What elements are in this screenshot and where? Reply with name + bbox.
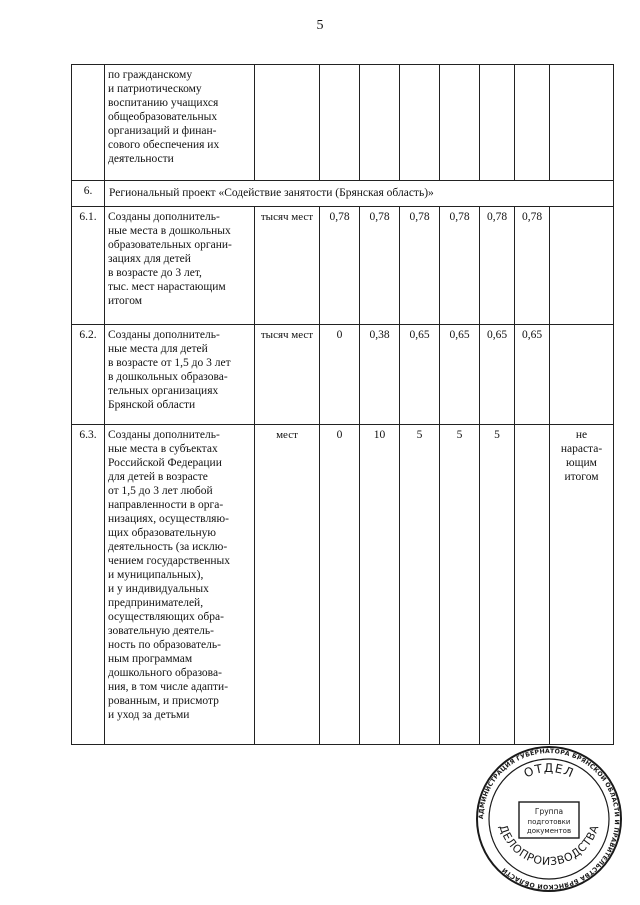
row-number bbox=[72, 65, 105, 181]
value-cell: 5 bbox=[440, 425, 480, 745]
indicator-name: по гражданскому и патриотическому воспитанию учащихся общеобразовательных организаций и финан- сового обеспечения их деятельности bbox=[105, 65, 255, 181]
value-cell: 10 bbox=[360, 425, 400, 745]
value-cell bbox=[360, 65, 400, 181]
stamp-top-text: ОТДЕЛ bbox=[521, 760, 577, 781]
value-cell: 0 bbox=[320, 325, 360, 425]
value-cell: 0,65 bbox=[400, 325, 440, 425]
stamp-bottom-text: ДЕЛОПРОИЗВОДСТВА bbox=[496, 823, 602, 869]
table-row bbox=[72, 425, 614, 745]
value-cell: 0,65 bbox=[480, 325, 515, 425]
value-cell: 0,78 bbox=[360, 207, 400, 325]
unit-cell: мест bbox=[255, 425, 320, 745]
stamp-center-line1: Группа bbox=[534, 807, 564, 816]
value-cell: 0,78 bbox=[480, 207, 515, 325]
indicator-name: Созданы дополнитель- ные места в субъектах Российской Федерации для детей в возрасте от 1,5 до 3 лет любой направленности в орга- низациях, осуществляю- щих образовательную деятельность (за исклю- чением государственных и муниципальных), и у индивидуальных предпринимателей, осуществляющих обра- зовательную деятель- ность по образователь- ным программам дошкольного образова- ния, в том числе адапти- рованным, и присмотр и уход за детьми bbox=[105, 425, 255, 745]
row-number: 6.2. bbox=[72, 325, 105, 425]
value-cell: 0 bbox=[320, 425, 360, 745]
table-row bbox=[72, 207, 614, 325]
stamp-outer-text: АДМИНИСТРАЦИЯ ГУБЕРНАТОРА БРЯНСКОЙ ОБЛАСТИ И ПРАВИТЕЛЬСТВА БРЯНСКОЙ ОБЛАСТИ bbox=[477, 747, 621, 891]
value-cell bbox=[400, 65, 440, 181]
indicator-name: Созданы дополнитель- ные места в дошкольных образовательных органи- зациях для детей в возрасте до 3 лет, тыс. мест нарастающим итогом bbox=[105, 207, 255, 325]
value-cell: 0,65 bbox=[440, 325, 480, 425]
note-cell bbox=[550, 325, 614, 425]
stamp-center-line2: подготовки bbox=[527, 818, 571, 826]
value-cell: 0,65 bbox=[515, 325, 550, 425]
note-cell: не нараста- ющим итогом bbox=[550, 425, 614, 745]
value-cell: 0,78 bbox=[320, 207, 360, 325]
row-number: 6.1. bbox=[72, 207, 105, 325]
stamp-seal bbox=[474, 744, 624, 894]
value-cell bbox=[480, 65, 515, 181]
value-cell bbox=[515, 425, 550, 745]
value-cell: 0,78 bbox=[400, 207, 440, 325]
indicator-name: Созданы дополнитель- ные места для детей в возрасте от 1,5 до 3 лет в дошкольных образова- тельных организациях Брянской области bbox=[105, 325, 255, 425]
value-cell: 5 bbox=[400, 425, 440, 745]
unit-cell bbox=[255, 65, 320, 181]
svg-text:ОТДЕЛ bbox=[522, 761, 577, 780]
value-cell bbox=[440, 65, 480, 181]
table-row bbox=[72, 65, 614, 181]
row-number: 6.3. bbox=[72, 425, 105, 745]
value-cell bbox=[515, 65, 550, 181]
unit-cell: тысяч мест bbox=[255, 325, 320, 425]
value-cell: 0,78 bbox=[515, 207, 550, 325]
indicators-table bbox=[71, 64, 614, 745]
stamp-center-line3: документов bbox=[526, 827, 572, 835]
page-number: 5 bbox=[316, 18, 324, 33]
project-title: Региональный проект «Содействие занятости (Брянская область)» bbox=[105, 181, 614, 207]
value-cell: 0,78 bbox=[440, 207, 480, 325]
note-cell bbox=[550, 65, 614, 181]
value-cell: 0,38 bbox=[360, 325, 400, 425]
unit-cell: тысяч мест bbox=[255, 207, 320, 325]
value-cell: 5 bbox=[480, 425, 515, 745]
value-cell bbox=[320, 65, 360, 181]
project-number: 6. bbox=[72, 181, 105, 207]
official-stamp bbox=[474, 744, 624, 894]
note-cell bbox=[550, 207, 614, 325]
project-header-row bbox=[72, 181, 614, 207]
table-row bbox=[72, 325, 614, 425]
